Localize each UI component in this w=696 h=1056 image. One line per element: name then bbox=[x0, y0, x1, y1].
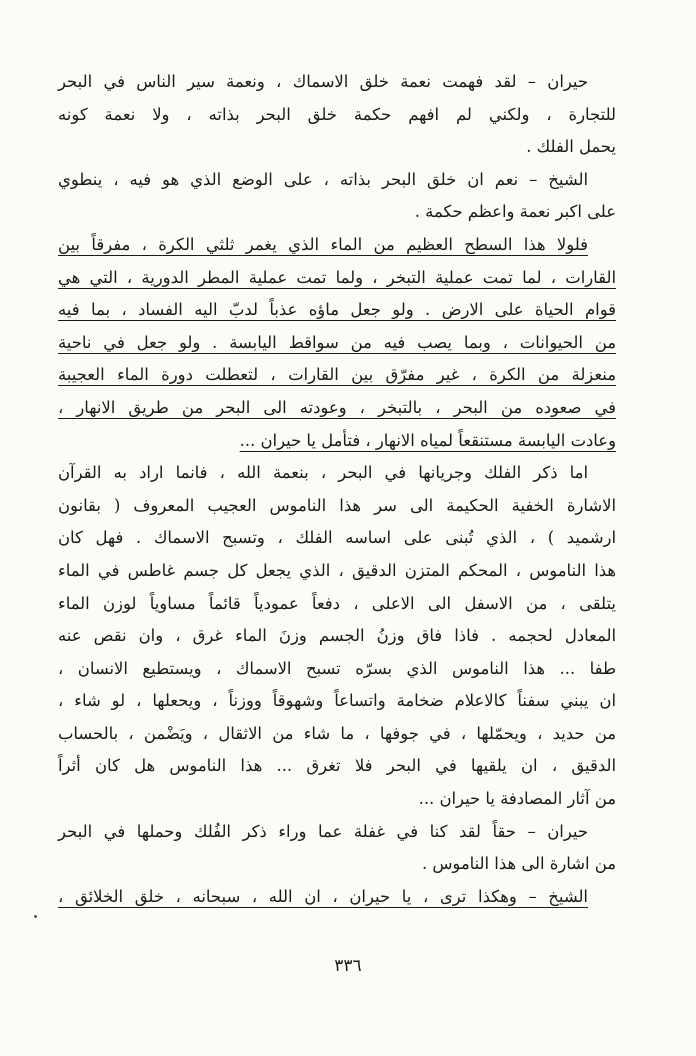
text-line: من آثار المصادفة يا حيران ... bbox=[418, 789, 616, 809]
text-line: الاشارة الخفية الحكيمة الى سر هذا الناموس العجيب المعروف ( بقانون bbox=[58, 495, 616, 515]
text-line: في صعوده من البحر ، بالتبخر ، وعودته الى البحر من طريق الانهار ، bbox=[58, 397, 616, 417]
margin-dot bbox=[34, 915, 37, 918]
text-line: على اكبر نعمة واعظم حكمة . bbox=[414, 202, 616, 222]
text-line: قوام الحياة على الارض . ولو جعل ماؤه عذباً لدبّ اليه الفساد ، بما فيه bbox=[58, 300, 616, 320]
text-line: منعزلة من الكرة ، غير مفرّق بين القارات ، لتعطلت دورة الماء العجيبة bbox=[58, 365, 616, 385]
page-number: ٣٣٦ bbox=[334, 956, 362, 976]
text-line: ان يبني سفناً كالاعلام ضخامة واتساعاً وشهوقاً ووزناً ، ويحعلها ، لو شاء ، bbox=[58, 691, 616, 711]
text-line: من الحيوانات ، وبما يصب فيه من سواقط اليابسة . ولو جعل في ناحية bbox=[58, 332, 616, 352]
text-line: القارات ، لما تمت عملية التبخر ، ولما تمت عملية المطر الدورية ، التي هي bbox=[58, 267, 616, 287]
text-line: الشيخ – وهكذا ترى ، يا حيران ، ان الله ، سبحانه ، خلق الخلائق ، bbox=[58, 886, 588, 906]
text-line: الدقيق ، ان يلقيها في البحر فلا تغرق ... هذا الناموس هل كان أثراً bbox=[58, 756, 616, 776]
text-line: المعادل لحجمه . فاذا فاق وزنُ الجسم وزنَ الماء غرق ، وان نقص عنه bbox=[58, 626, 616, 646]
text-line: من اشارة الى هذا الناموس . bbox=[421, 854, 616, 874]
text-line: ارشميد ) ، الذي تُبنى على اساسه الفلك ، وتسبح الاسماك . فهل كان bbox=[58, 528, 616, 548]
text-line: يتلقى ، من الاسفل الى الاعلى ، دفعاً عمودياً قائماً مساوياً لوزن الماء bbox=[58, 593, 616, 613]
text-line: اما ذكر الفلك وجريانها في البحر ، بنعمة الله ، فانما اراد به القرآن bbox=[58, 463, 588, 483]
text-line: للتجارة ، ولكني لم افهم حكمة خلق البحر بذاته ، ولا نعمة كونه bbox=[58, 104, 616, 124]
text-line: هذا الناموس ، المحكم المتزن الدقيق ، الذي يجعل كل جسم غاطس في الماء bbox=[58, 560, 616, 580]
text-line: يحمل الفلك . bbox=[526, 137, 616, 157]
text-line: حيران – لقد فهمت نعمة خلق الاسماك ، ونعمة سير الناس في البحر bbox=[58, 72, 588, 91]
text-line: حيران – حقاً لقد كنا في غفلة عما وراء ذكر الفُلك وحملها في البحر bbox=[58, 821, 588, 841]
page-body bbox=[58, 66, 616, 913]
text-line: فلولا هذا السطح العظيم من الماء الذي يغمر ثلثي الكرة ، مفرقاً بين bbox=[58, 234, 588, 254]
text-line: وعادت اليابسة مستنقعاً لمياه الانهار ، فتأمل يا حيران ... bbox=[239, 430, 616, 450]
text-line: طفا ... هذا الناموس الذي بسرّه تسبح الاسماك ، ويستطيع الانسان ، bbox=[58, 658, 616, 678]
text-line: من حديد ، ويحمّلها ، في جوفها ، ما شاء من الاثقال ، ويَضْمن ، بالحساب bbox=[58, 723, 616, 743]
text-line: الشيخ – نعم ان خلق البحر بذاته ، على الوضع الذي هو فيه ، ينطوي bbox=[58, 169, 588, 189]
